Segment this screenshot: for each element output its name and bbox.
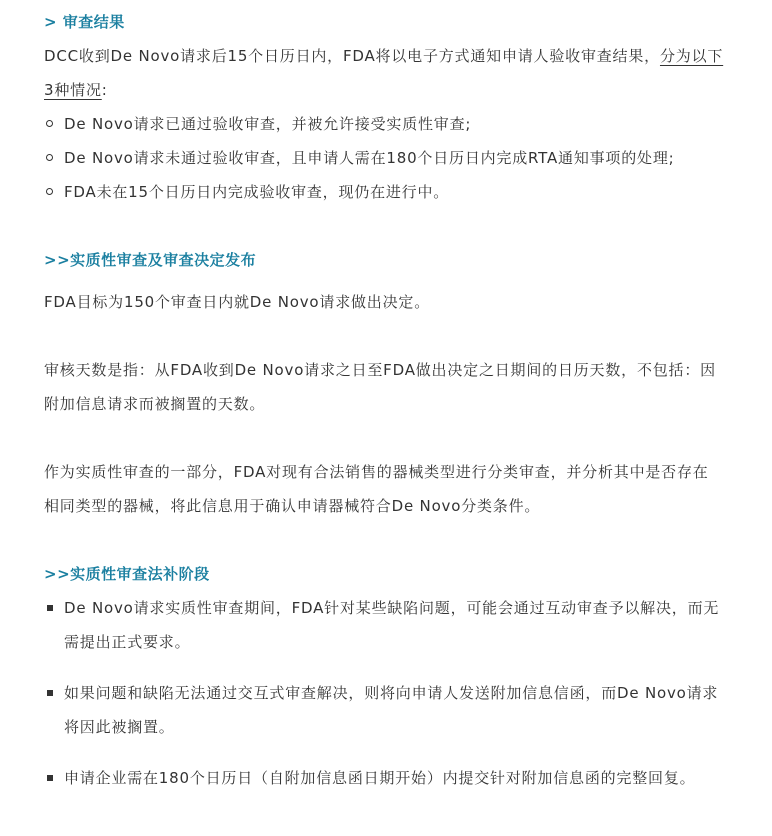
list-item — [44, 676, 724, 744]
list-item-text: 申请企业需在180个日历日（自附加信息函日期开始）内提交针对附加信息函的完整回复。 — [64, 769, 696, 787]
circle-bullet-icon — [46, 120, 53, 127]
review-result-intro — [44, 39, 724, 107]
square-bullet-icon — [47, 775, 53, 781]
circle-bullet-icon — [46, 154, 53, 161]
list-item — [44, 591, 724, 659]
section-heading-review-result: > 审查结果 — [44, 13, 125, 31]
paragraph-target-days: FDA目标为150个审查日内就De Novo请求做出决定。 — [44, 293, 431, 311]
list-item — [44, 175, 724, 209]
list-item — [44, 761, 724, 795]
list-item-text: FDA未在15个日历日内完成验收审查，现仍在进行中。 — [64, 183, 450, 201]
paragraph-review-days-definition: 审核天数是指：从FDA收到De Novo请求之日至FDA做出决定之日期间的日历天数，不包括：因附加信息请求而被搁置的天数。 — [44, 361, 716, 413]
square-bullet-icon — [47, 605, 53, 611]
list-item-text: De Novo请求未通过验收审查，且申请人需在180个日历日内完成RTA通知事项的处理; — [64, 149, 675, 167]
square-bullet-icon — [47, 690, 53, 696]
list-item-text: De Novo请求实质性审查期间，FDA针对某些缺陷问题，可能会通过互动审查予以解决，而无需提出正式要求。 — [64, 599, 720, 651]
intro-text: DCC收到De Novo请求后15个日历日内，FDA将以电子方式通知申请人验收审查结果， — [44, 47, 660, 65]
paragraph-classification-review: 作为实质性审查的一部分，FDA对现有合法销售的器械类型进行分类审查，并分析其中是否存在相同类型的器械，将此信息用于确认申请器械符合De Novo分类条件。 — [44, 463, 709, 515]
intro-colon: : — [101, 81, 108, 99]
section-heading-supplement-phase: >>实质性审查法补阶段 — [44, 565, 210, 583]
section-heading-substantive-review: >>实质性审查及审查决定发布 — [44, 251, 257, 269]
list-item-text: De Novo请求已通过验收审查，并被允许接受实质性审查; — [64, 115, 472, 133]
intro-underlined-text: 分为以下3种情况 — [44, 47, 724, 99]
list-item — [44, 107, 724, 141]
list-item — [44, 141, 724, 175]
circle-bullet-icon — [46, 188, 53, 195]
list-item-text: 如果问题和缺陷无法通过交互式审查解决，则将向申请人发送附加信息信函，而De Novo请求将因此被搁置。 — [64, 684, 719, 736]
